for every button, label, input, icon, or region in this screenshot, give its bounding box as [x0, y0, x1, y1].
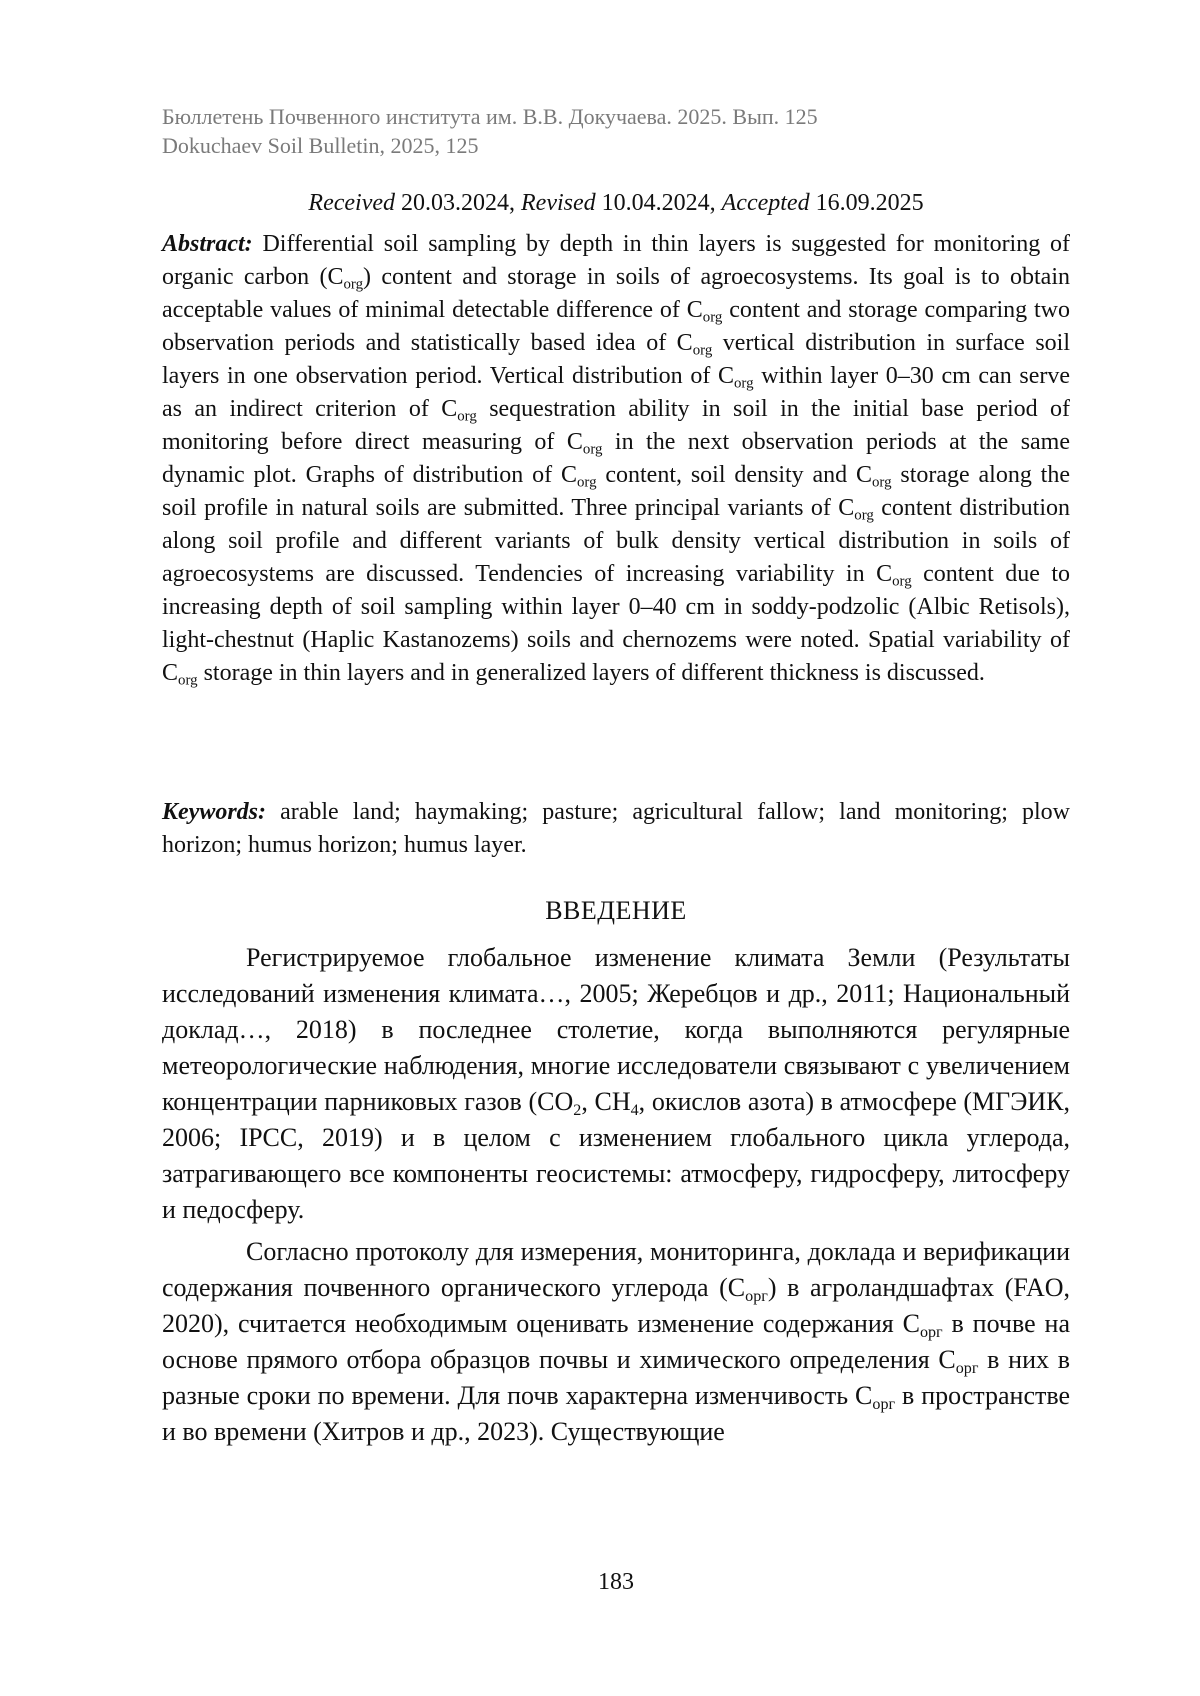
- abstract-text: within layer 0–30 cm can serve as an indirect criterion of C: [162, 363, 1071, 422]
- abstract-text: sequestration ability in soil in the initial base period of monitoring before direct measuring of C: [162, 396, 1070, 455]
- received-label: Received: [308, 190, 396, 216]
- subscript: org: [733, 375, 754, 392]
- subscript: org: [343, 276, 364, 293]
- abstract: [162, 228, 1070, 690]
- received-date: 20.03.2024,: [401, 190, 516, 216]
- abstract-text: ) content and storage in soils of agroecosystems. Its goal is to obtain acceptable values of minimal detectable difference of C: [162, 264, 1071, 323]
- abstract-text: in the next observation periods at the same dynamic plot. Graphs of distribution of C: [162, 429, 1071, 488]
- subscript: 2: [573, 1101, 582, 1119]
- accepted-label: Accepted: [721, 190, 810, 216]
- paragraph-text: , CH: [581, 1087, 631, 1116]
- paragraph-text: Регистрируемое глобальное изменение климата Земли (Результаты исследований изменения климата…, 2005; Жеребцов и др., 2011; Национальный доклад…, 2018) в последнее столетие, когда выполняются регулярные метеорологические наблюдения, многие исследователи связывают с увеличением концентрации парниковых газов (CO: [162, 943, 1070, 1116]
- subscript: org: [871, 474, 892, 491]
- abstract-text: content due to increasing depth of soil sampling within layer 0–40 cm in soddy-podzolic (Albic Retisols), light-chestnut (Haplic Kastanozems) soils and chernozems were noted. Spatial variability of C: [162, 561, 1070, 686]
- subscript: орг: [745, 1287, 768, 1305]
- abstract-text: content distribution along soil profile and different variants of bulk density vertical distribution in soils of agroecosystems are discussed. Tendencies of increasing variability in C: [162, 495, 1071, 587]
- abstract-text: Differential soil sampling by depth in thin layers is suggested for monitoring of organic carbon (C: [162, 231, 1071, 290]
- article-dates: [162, 188, 1070, 218]
- paragraph: [162, 940, 1070, 1228]
- revised-label: Revised: [521, 190, 596, 216]
- subscript: 4: [630, 1101, 639, 1119]
- subscript: org: [702, 309, 723, 326]
- accepted-date: 16.09.2025: [815, 190, 924, 216]
- paragraph-text: в почве на основе прямого отбора образцов почвы и химического определения С: [162, 1309, 1070, 1374]
- keywords-text: arable land; haymaking; pasture; agricultural fallow; land monitoring; plow horizon; humus horizon; humus layer.: [162, 799, 1070, 858]
- subscript: org: [576, 474, 597, 491]
- subscript: орг: [872, 1395, 896, 1413]
- subscript: орг: [919, 1323, 943, 1341]
- keywords: [162, 796, 1070, 862]
- introduction-body: [162, 940, 1070, 1456]
- running-head-en: Dokuchaev Soil Bulletin, 2025, 125: [162, 133, 479, 158]
- subscript: org: [457, 408, 477, 425]
- paragraph: [162, 1234, 1070, 1450]
- subscript: орг: [955, 1359, 979, 1377]
- abstract-text: content, soil density and C: [596, 462, 872, 488]
- running-head: [162, 102, 1070, 160]
- keywords-label: Keywords:: [162, 799, 266, 825]
- subscript: org: [892, 573, 912, 590]
- abstract-text: content and storage comparing two observation periods and statistically based idea of C: [162, 297, 1070, 356]
- paragraph-text: ) в агроландшафтах (FAO, 2020), считается необходимым оценивать изменение содержания С: [162, 1273, 1070, 1338]
- abstract-text: storage in thin layers and in generalized layers of different thickness is discussed.: [197, 660, 985, 686]
- paragraph-text: в них в разные сроки по времени. Для почв характерна изменчивость С: [162, 1345, 1070, 1410]
- paragraph-text: Согласно протоколу для измерения, мониторинга, доклада и верификации содержания почвенного органического углерода (С: [162, 1237, 1070, 1302]
- abstract-text: vertical distribution in surface soil layers in one observation period. Vertical distribution of C: [162, 330, 1071, 389]
- subscript: org: [178, 672, 198, 689]
- subscript: org: [854, 507, 874, 524]
- subscript: org: [692, 342, 713, 359]
- page-number: 183: [598, 1569, 634, 1595]
- revised-date: 10.04.2024,: [601, 190, 716, 216]
- abstract-label: Abstract:: [162, 231, 253, 257]
- section-title: ВВЕДЕНИЕ: [545, 896, 687, 925]
- abstract-text: storage along the soil profile in natural soils are submitted. Three principal variants of C: [162, 462, 1070, 521]
- running-head-ru: Бюллетень Почвенного института им. В.В. Докучаева. 2025. Вып. 125: [162, 104, 818, 129]
- paragraph-text: в пространстве и во времени (Хитров и др., 2023). Существующие: [162, 1381, 1071, 1446]
- paragraph-text: , окислов азота) в атмосфере (МГЭИК, 2006; IPCC, 2019) и в целом с изменением глобального цикла углерода, затрагивающего все компоненты геосистемы: атмосферу, гидросферу, литосферу и педосферу.: [162, 1087, 1070, 1224]
- subscript: org: [582, 441, 603, 458]
